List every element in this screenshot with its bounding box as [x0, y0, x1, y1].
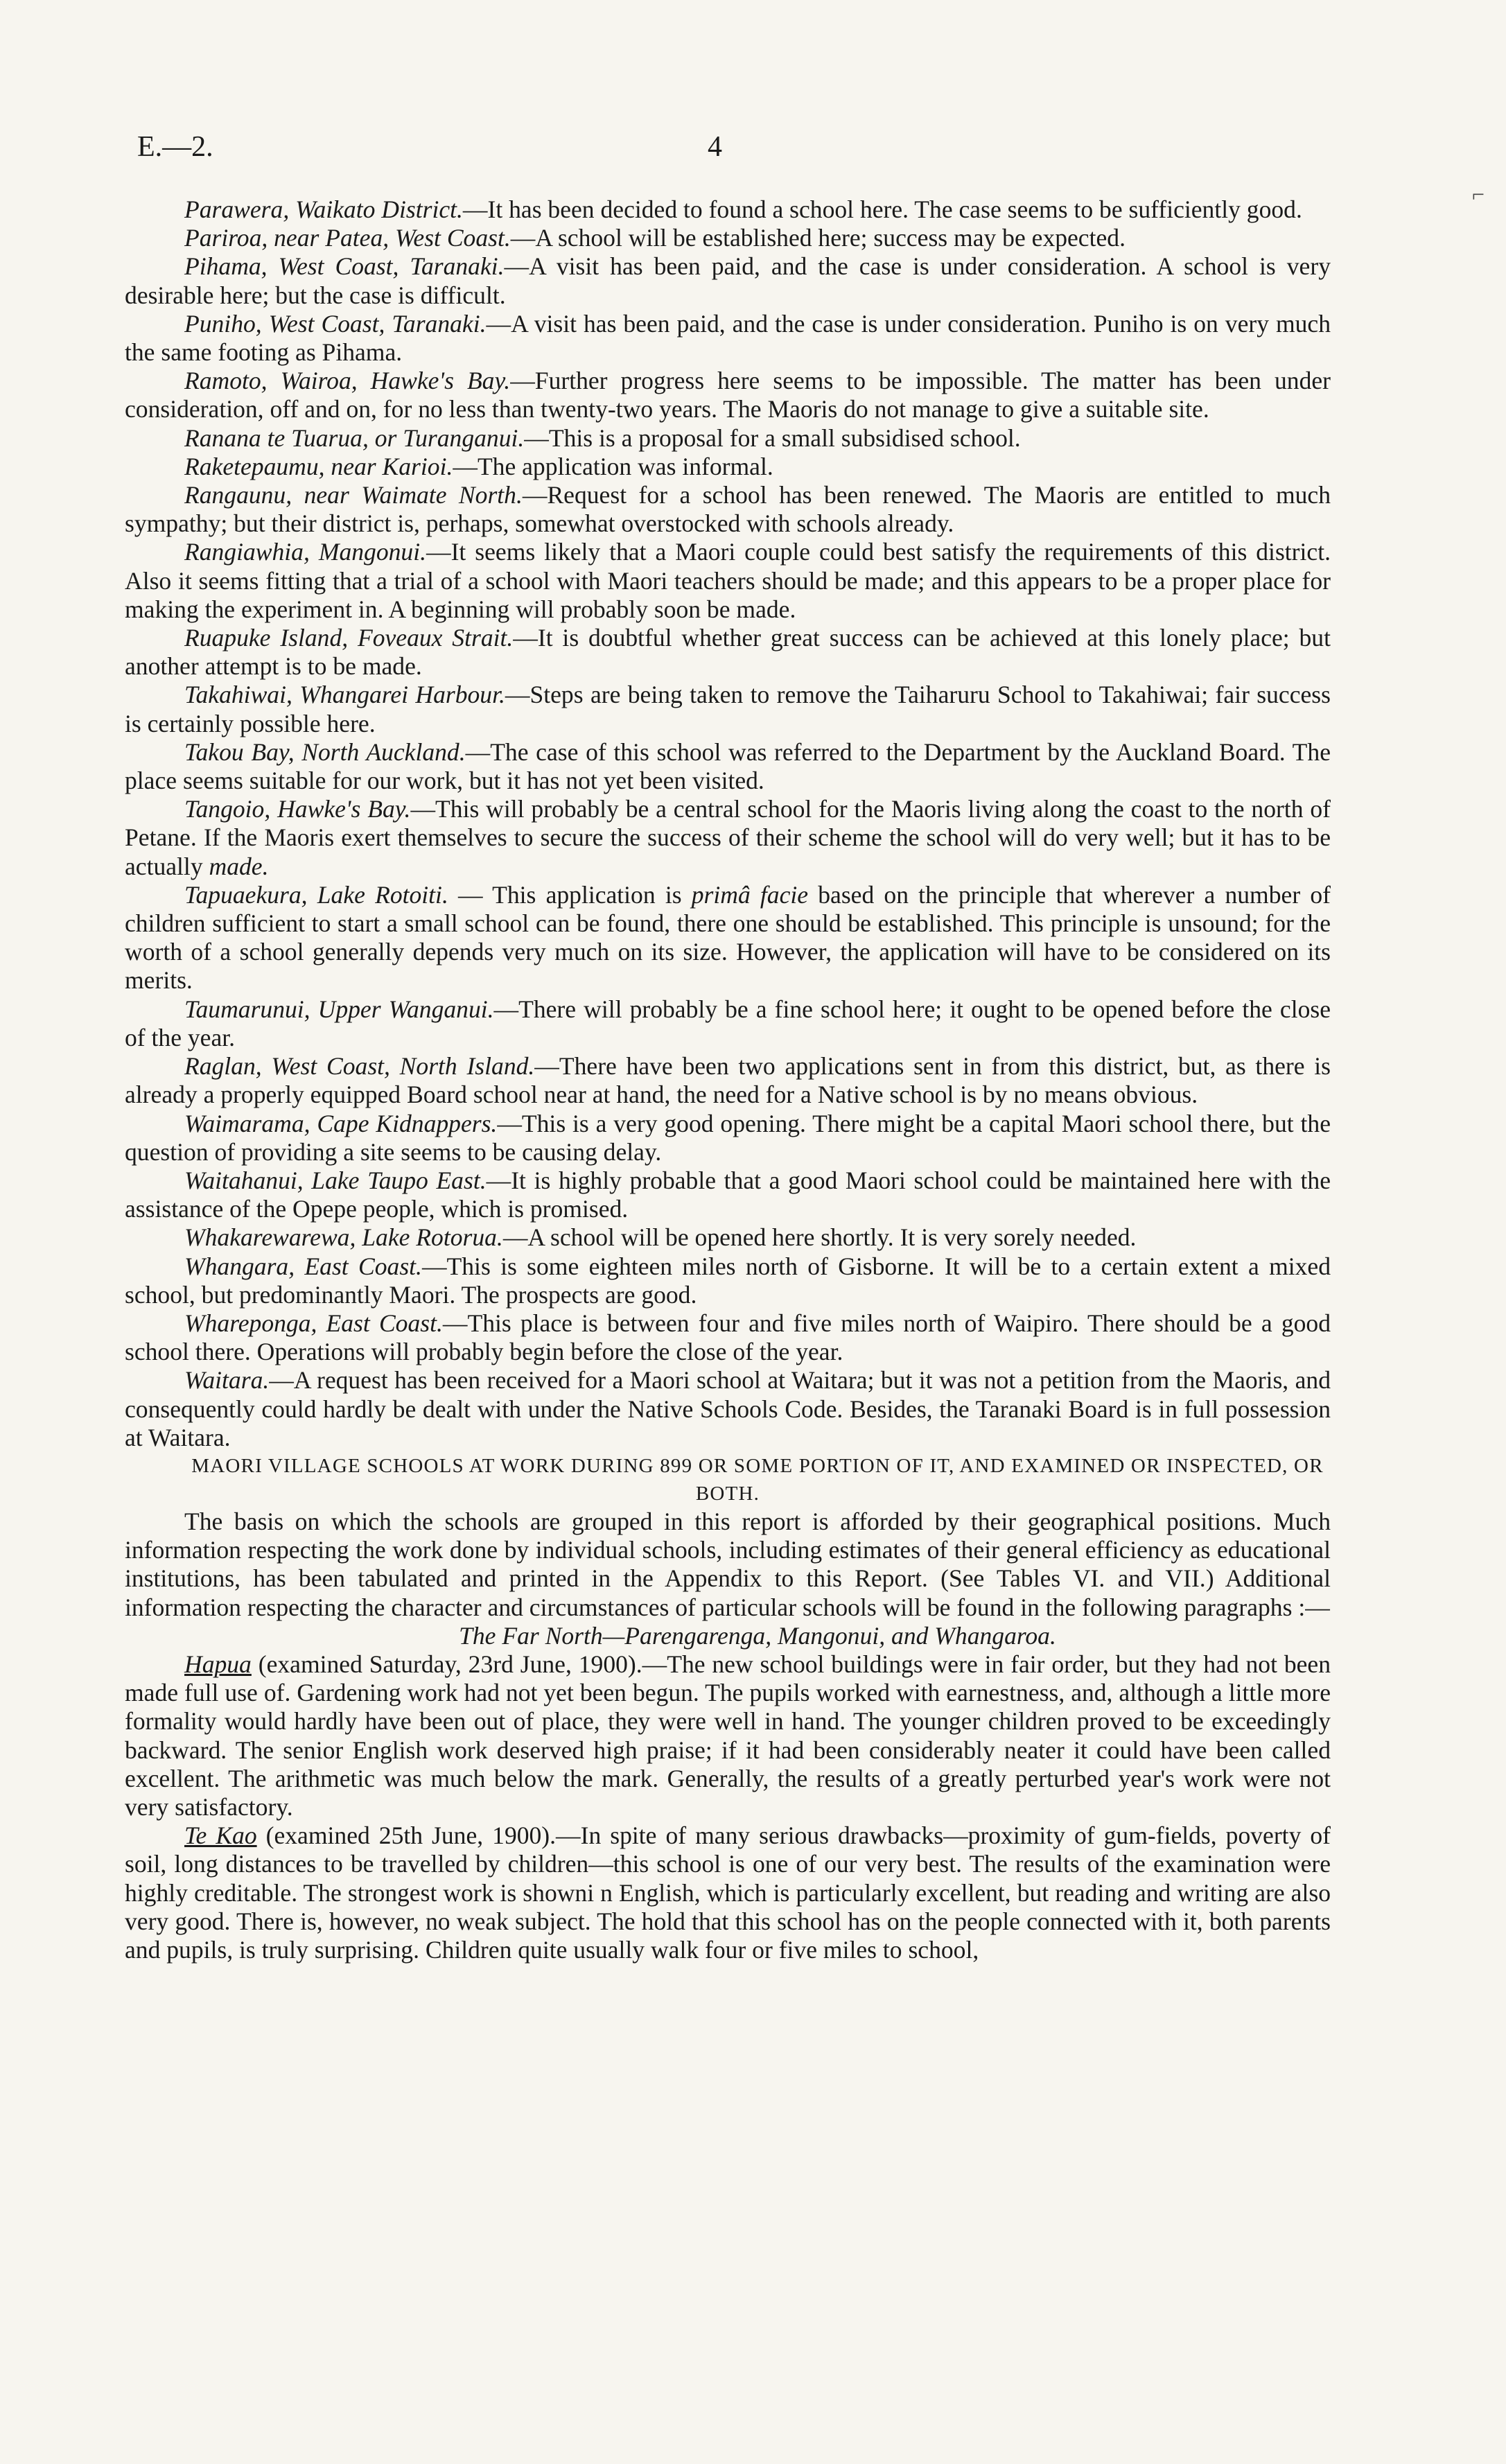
proposal-paragraph: [125, 367, 1331, 423]
proposal-text: —This will probably be a central school for the Maoris living along the coast to the north of Petane. If the Maoris exert themselves to secure the success of their scheme the school will do very well; but it has to be actually: [125, 795, 1331, 880]
school-report-text: (examined 25th June, 1900).—In spite of many serious drawbacks—proximity of gum-fields, poverty of soil, long distances to be travelled by children—this school is one of our very best. The results of the examination were highly creditable. The strongest work is showni n English, which is particularly excellent, but reading and writing are also very good. There is, however, no weak subject. The hold that this school has on the people connected with it, both parents and pupils, is truly surprising. Children quite usually walk four or five miles to school,: [125, 1821, 1331, 1964]
proposal-paragraph: [125, 995, 1331, 1052]
proposal-text: —A school will be established here; success may be expected.: [510, 224, 1126, 252]
place-name: Parawera, Waikato District.: [184, 195, 463, 223]
school-report-paragraph: [125, 1821, 1331, 1964]
proposal-text: —This is a very good opening. There might be a capital Maori school there, but the question of providing a site seems to be causing delay.: [125, 1109, 1331, 1166]
place-name: Pariroa, near Patea, West Coast.: [184, 224, 511, 252]
proposal-paragraph: [125, 424, 1331, 453]
place-name: Waimarama, Cape Kidnappers.: [184, 1109, 498, 1137]
proposal-paragraph: [125, 252, 1331, 309]
proposal-text: —This is a proposal for a small subsidised school.: [524, 423, 1021, 452]
place-name: Whangara, East Coast.: [184, 1252, 422, 1280]
proposal-text-continued: based on the principle that wherever a number of children sufficient to start a small school can be found, there one should be established. This principle is unsound; for the worth of a school generally depends very much on its size. However, the application will have to be considered on its merits.: [125, 880, 1331, 995]
place-name: Tapuaekura, Lake Rotoiti.: [184, 880, 448, 909]
section-intro: The basis on which the schools are grouped in this report is afforded by their geographical positions. Much information respecting the work done by individual schools, including estimates of their general efficiency as educational institutions, has been tabulated and printed in the Appendix to this Report. (See Tables VI. and VII.) Additional information respecting the character and circumstances of particular schools will be found in the following paragraphs :—: [125, 1507, 1331, 1621]
place-name: Taumarunui, Upper Wanganui.: [184, 995, 494, 1023]
place-name: Raglan, West Coast, North Island.: [184, 1052, 535, 1081]
school-name: Hapua: [184, 1650, 252, 1678]
place-name: Waitahanui, Lake Taupo East.: [184, 1166, 487, 1194]
proposal-paragraph: [125, 1052, 1331, 1109]
place-name: Waitara.: [184, 1366, 270, 1395]
schools-list: [125, 1650, 1331, 1964]
margin-mark: ⌐: [1472, 182, 1485, 207]
proposal-text: —It is doubtful whether great success can be achieved at this lonely place; but another attempt is to be made.: [125, 624, 1331, 681]
proposal-text: —A request has been received for a Maori school at Waitara; but it was not a petition from the Maoris, and consequently could hardly be dealt with under the Native Schools Code. Besides, the Taranaki Board is in full possession at Waitara.: [125, 1366, 1331, 1451]
proposal-paragraph: [125, 1366, 1331, 1452]
school-report-text: (examined Saturday, 23rd June, 1900).—The new school buildings were in fair order, but they had not been made full use of. Gardening work had not yet been begun. The pupils worked with earnestness, and, although a little more formality would hardly have been out of place, they were well in hand. The younger children proved to be exceedingly backward. The senior English work deserved high praise; if it had been considerably neater it could have been called excellent. The arithmetic was much below the mark. Generally, the results of a greatly perturbed year's work were not very satisfactory.: [125, 1650, 1331, 1821]
proposal-paragraph: [125, 738, 1331, 795]
place-name: Whareponga, East Coast.: [184, 1309, 443, 1337]
page-header: [137, 130, 1329, 172]
proposal-text: —It is highly probable that a good Maori school could be maintained here with the assistance of the Opepe people, which is promised.: [125, 1166, 1331, 1223]
proposal-paragraph: [125, 1252, 1331, 1309]
place-name: Raketepaumu, near Karioi.: [184, 452, 453, 480]
place-name: Rangaunu, near Waimate North.: [184, 481, 523, 509]
proposal-paragraph: [125, 1309, 1331, 1366]
proposal-text: —It has been decided to found a school here. The case seems to be sufficiently good.: [462, 195, 1302, 223]
place-name: Puniho, West Coast, Taranaki.: [184, 309, 487, 338]
proposal-text: —Further progress here seems to be impossible. The matter has been under consideration, off and on, for no less than twenty-two years. The Maoris do not manage to give a suitable site.: [125, 367, 1331, 423]
page-number: 4: [708, 131, 722, 163]
proposal-text: — This application is: [448, 880, 692, 909]
place-name: Takou Bay, North Auckland.: [184, 737, 466, 766]
place-name: Pihama, West Coast, Taranaki.: [184, 252, 505, 281]
proposal-text: —This place is between four and five miles north of Waipiro. There should be a good school there. Operations will probably begin before the close of the year.: [125, 1309, 1331, 1366]
proposal-paragraph: [125, 795, 1331, 881]
proposal-paragraph: [125, 1110, 1331, 1167]
place-name: Ramoto, Wairoa, Hawke's Bay.: [184, 367, 511, 395]
proposal-paragraph: [125, 538, 1331, 624]
place-name: Takahiwai, Whangarei Harbour.: [184, 681, 505, 709]
proposal-paragraph: [125, 624, 1331, 681]
document-body: [125, 195, 1331, 1964]
place-name: Rangiawhia, Mangonui.: [184, 538, 426, 566]
school-report-paragraph: [125, 1650, 1331, 1821]
proposal-text: —A school will be opened here shortly. It is very sorely needed.: [502, 1223, 1137, 1252]
proposal-text: —There will probably be a fine school here; it ought to be opened before the close of the year.: [125, 995, 1331, 1051]
proposals-list: [125, 195, 1331, 1452]
proposal-text: —There have been two applications sent in from this district, but, as there is already a properly equipped Board school near at hand, the need for a Native school is by no means obvious.: [125, 1052, 1331, 1109]
place-name: Tangoio, Hawke's Bay.: [184, 795, 411, 823]
proposal-paragraph: [125, 453, 1331, 481]
proposal-text: —Request for a school has been renewed. The Maoris are entitled to much sympathy; but their district is, perhaps, somewhat overstocked with schools already.: [125, 481, 1331, 538]
proposal-text: —This is some eighteen miles north of Gisborne. It will be to a certain extent a mixed school, but predominantly Maori. The prospects are good.: [125, 1252, 1331, 1309]
place-name: Ruapuke Island, Foveaux Strait.: [184, 624, 514, 652]
proposal-paragraph: [125, 224, 1331, 252]
proposal-paragraph: [125, 195, 1331, 224]
emphasis-text: made.: [209, 852, 269, 880]
proposal-paragraph: [125, 1223, 1331, 1252]
proposal-paragraph: [125, 1167, 1331, 1223]
proposal-text: —A visit has been paid, and the case is under consideration. A school is very desirable here; but the case is difficult.: [125, 252, 1331, 309]
region-subheading: The Far North—Parengarenga, Mangonui, and Whangaroa.: [459, 1621, 1056, 1650]
section-heading: MAORI VILLAGE SCHOOLS AT WORK DURING 899 OR SOME PORTION OF IT, AND EXAMINED OR INSPECTED, OR BOTH.: [191, 1454, 1324, 1505]
proposal-text: —The case of this school was referred to the Department by the Auckland Board. The place seems suitable for our work, but it has not yet been visited.: [125, 737, 1331, 795]
place-name: Ranana te Tuarua, or Turanganui.: [184, 423, 525, 452]
proposal-paragraph: [125, 481, 1331, 538]
proposal-paragraph: [125, 681, 1331, 737]
school-name: Te Kao: [184, 1821, 257, 1850]
emphasis-text: primâ facie: [691, 880, 809, 909]
place-name: Whakarewarewa, Lake Rotorua.: [184, 1223, 503, 1252]
proposal-text: —It seems likely that a Maori couple could best satisfy the requirements of this district. Also it seems fitting that a trial of a school with Maori teachers should be made; and this appears to be a proper place for making the experiment in. A beginning will probably soon be made.: [125, 538, 1331, 623]
proposal-text: —Steps are being taken to remove the Taiharuru School to Takahiwai; fair success is certainly possible here.: [125, 681, 1331, 737]
proposal-paragraph: [125, 310, 1331, 367]
document-reference: E.—2.: [137, 131, 213, 163]
proposal-text: —A visit has been paid, and the case is under consideration. Puniho is on very much the same footing as Pihama.: [125, 309, 1331, 367]
proposal-text: —The application was informal.: [453, 452, 773, 480]
proposal-paragraph: [125, 881, 1331, 995]
